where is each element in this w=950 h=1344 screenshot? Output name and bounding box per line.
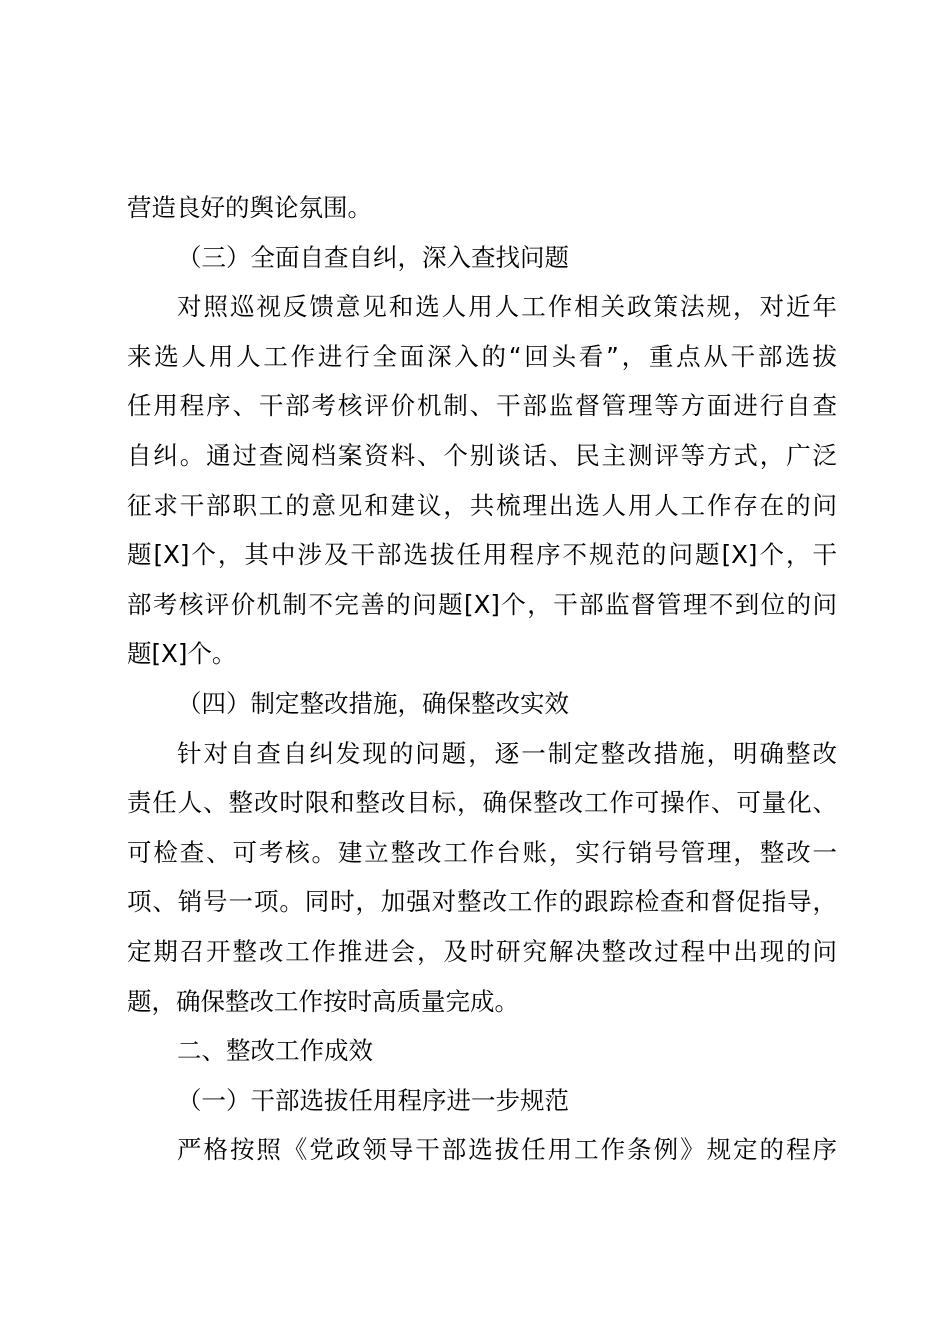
paragraph-line: 责任人、整改时限和整改目标，确保整改工作可操作、可量化、 bbox=[127, 788, 837, 818]
document-body bbox=[127, 183, 837, 1175]
section-heading: （三）全面自查自纠，深入查找问题 bbox=[177, 242, 569, 272]
paragraph-line: 题，确保整改工作按时高质量完成。 bbox=[127, 986, 519, 1016]
paragraph-line: 题[X]个。 bbox=[127, 639, 237, 669]
paragraph-line: 部考核评价机制不完善的问题[X]个，干部监督管理不到位的问 bbox=[127, 589, 837, 619]
paragraph-line: 自纠。通过查阅档案资料、个别谈话、民主测评等方式，广泛 bbox=[127, 440, 837, 470]
paragraph-line: 项、销号一项。同时，加强对整改工作的跟踪检查和督促指导， bbox=[127, 887, 837, 917]
paragraph-line: 可检查、可考核。建立整改工作台账，实行销号管理，整改一 bbox=[127, 837, 837, 867]
paragraph-line: 任用程序、干部考核评价机制、干部监督管理等方面进行自查 bbox=[127, 391, 837, 421]
paragraph-line: 定期召开整改工作推进会，及时研究解决整改过程中出现的问 bbox=[127, 936, 837, 966]
paragraph-line: 来选人用人工作进行全面深入的“回头看”，重点从干部选拔 bbox=[127, 341, 837, 371]
paragraph-line: 对照巡视反馈意见和选人用人工作相关政策法规，对近年 bbox=[177, 292, 837, 322]
paragraph-line: 征求干部职工的意见和建议，共梳理出选人用人工作存在的问 bbox=[127, 490, 837, 520]
paragraph-line: 题[X]个，其中涉及干部选拔任用程序不规范的问题[X]个，干 bbox=[127, 540, 837, 570]
section-heading: （一）干部选拔任用程序进一步规范 bbox=[177, 1085, 569, 1115]
section-heading: （四）制定整改措施，确保整改实效 bbox=[177, 688, 569, 718]
paragraph-line: 营造良好的舆论氛围。 bbox=[127, 193, 372, 222]
paragraph-line: 严格按照《党政领导干部选拔任用工作条例》规定的程序 bbox=[177, 1135, 837, 1165]
paragraph-line: 针对自查自纠发现的问题，逐一制定整改措施，明确整改 bbox=[177, 738, 837, 768]
chapter-heading: 二、整改工作成效 bbox=[177, 1036, 373, 1066]
